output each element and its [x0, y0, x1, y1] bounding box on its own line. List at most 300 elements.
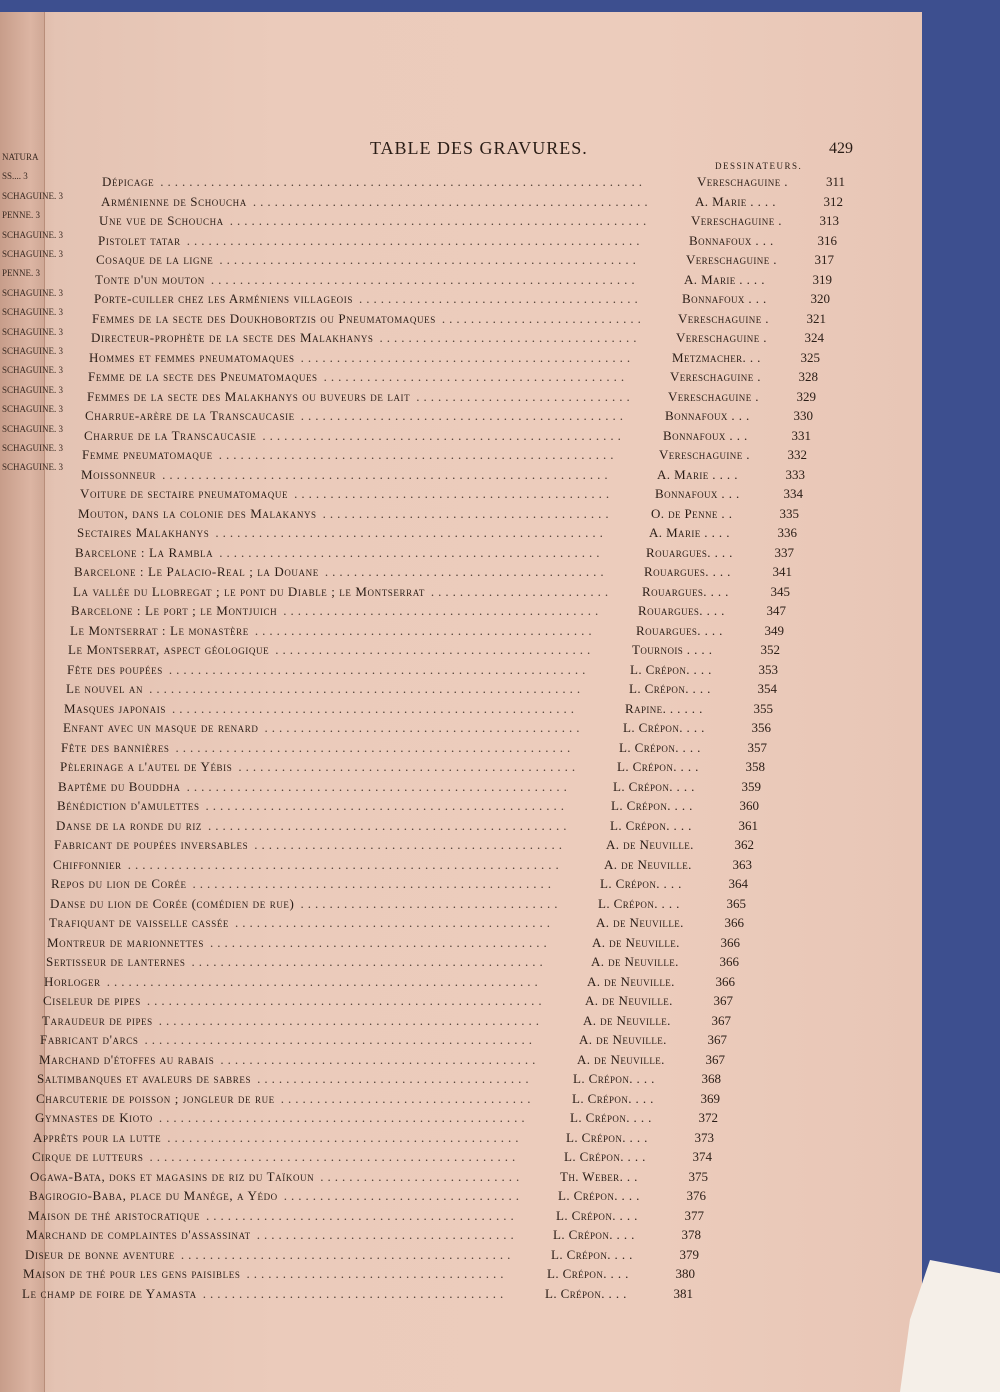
toc-entry: [78, 504, 814, 523]
margin-stub: SCHAGUINE. 3: [2, 384, 64, 395]
dot-leader: ..........................................................: [219, 252, 640, 267]
entry-page: 325: [800, 349, 820, 365]
toc-entry: [37, 1069, 732, 1088]
toc-entry: [77, 523, 812, 542]
margin-stub: PENNE. 3: [2, 268, 40, 279]
entry-page: 381: [673, 1285, 693, 1301]
margin-stub: NATURA: [2, 152, 39, 162]
toc-entry: [50, 894, 758, 913]
margin-stub: SCHAGUINE. 3: [2, 190, 64, 201]
entry-page: 366: [715, 973, 735, 989]
toc-entry: [95, 270, 848, 289]
entry-title: Taraudeur de pipes: [42, 1012, 153, 1028]
entry-page: 330: [793, 408, 813, 423]
margin-stub: SCHAGUINE. 3: [2, 326, 64, 337]
entry-title: Mouton, dans la colonie des Malakanys: [78, 505, 317, 521]
entry-title: Bagirogio-Baba, place du Manége, a Yédo: [29, 1188, 278, 1203]
entry-artist: Vereschaguine .: [686, 252, 777, 267]
toc-entry: [89, 348, 836, 367]
entry-title: Femmes de la secte des Malakhanys ou buveurs de lait: [87, 388, 411, 404]
entry-title: Barcelone : La Rambla: [75, 544, 214, 560]
toc-entry: [82, 445, 822, 464]
dot-leader: ....................................: [379, 330, 641, 345]
entry-artist: Rouargues. . . .: [638, 603, 725, 618]
entry-page: 366: [724, 915, 744, 930]
entry-title: Cirque de lutteurs: [32, 1149, 144, 1164]
entry-page: 349: [764, 622, 784, 638]
entry-page: 372: [698, 1110, 718, 1125]
entry-title: Ciseleur de pipes: [43, 993, 141, 1008]
entry-artist: L. Crépon. . . .: [556, 1207, 638, 1223]
entry-page: 311: [825, 174, 845, 189]
entry-artist: Bonnafoux . . .: [665, 408, 750, 423]
toc-entry: [64, 699, 786, 718]
toc-entry: [102, 172, 862, 191]
entry-title: Danse de la ronde du riz: [56, 817, 203, 833]
entry-page: 316: [817, 232, 837, 248]
dot-leader: ..........................................: [202, 1285, 508, 1301]
dot-leader: .....................................................: [158, 1012, 543, 1028]
margin-stub: SCHAGUINE. 3: [2, 229, 64, 240]
dot-leader: ...................................................: [149, 1149, 520, 1164]
toc-entry: [92, 309, 842, 328]
entry-title: Fabricant d'arcs: [40, 1032, 139, 1047]
entry-artist: O. de Penne . .: [651, 505, 733, 521]
entry-title: Pèlerinage a l'autel de Yébis: [60, 759, 233, 774]
entry-title: Le champ de foire de Yamasta: [22, 1285, 197, 1301]
dot-leader: ...............................................: [238, 759, 580, 774]
entry-artist: A. de Neuville.: [591, 954, 679, 969]
entry-title: Le nouvel an: [66, 681, 144, 696]
toc-entry: [81, 465, 820, 484]
entry-title: Saltimbanques et avaleurs de sabres: [37, 1071, 252, 1086]
entry-title: Marchand de complaintes d'assassinat: [26, 1227, 251, 1242]
dot-leader: ....................................: [256, 1227, 518, 1242]
entry-title: Moissonneur: [81, 466, 157, 482]
entry-page: 347: [766, 603, 786, 618]
entry-artist: L. Crépon. . . .: [572, 1090, 654, 1106]
entry-page: 354: [757, 681, 777, 696]
entry-title: Chiffonnier: [53, 856, 122, 872]
entry-page: 319: [812, 271, 832, 287]
toc-entry: [46, 952, 750, 971]
entry-page: 375: [688, 1168, 708, 1184]
dot-leader: ............................................................: [149, 681, 585, 696]
toc-entry: [39, 1050, 736, 1069]
toc-entry: [32, 1147, 722, 1166]
toc-entry: [33, 1128, 724, 1147]
entry-page: 321: [806, 310, 826, 326]
entry-artist: Bonnafoux . . .: [682, 291, 767, 306]
margin-stub: SCHAGUINE. 3: [2, 462, 64, 473]
dot-leader: ............................................................: [106, 973, 542, 989]
entry-title: Hommes et femmes pneumatomaques: [89, 349, 295, 365]
dot-leader: .......................................................: [175, 739, 575, 755]
dot-leader: ............................................: [235, 915, 555, 930]
toc-entry: [40, 1030, 738, 1049]
margin-stub: SCHAGUINE. 3: [2, 307, 64, 318]
entry-artist: Rouargues. . . .: [646, 544, 733, 560]
dot-leader: ...............................................................: [186, 232, 644, 248]
entry-title: Charrue-arère de la Transcaucasie: [85, 408, 295, 423]
dot-leader: ............................................: [264, 720, 584, 735]
toc-entry: [49, 913, 756, 932]
entry-page: 368: [701, 1071, 721, 1086]
entry-page: 361: [738, 817, 758, 833]
margin-stub: PENNE. 3: [2, 210, 40, 221]
toc-entry: [22, 1284, 702, 1303]
entry-artist: Bonnafoux . . .: [689, 232, 774, 248]
entry-artist: A. de Neuville.: [604, 856, 692, 872]
entry-page: 380: [675, 1266, 695, 1281]
entry-page: 365: [726, 895, 746, 911]
toc-entry: [36, 1089, 730, 1108]
entry-title: Repos du lion de Corée: [51, 876, 187, 891]
entry-artist: L. Crépon. . . .: [545, 1285, 627, 1301]
entry-title: Charrue de la Transcaucasie: [84, 427, 257, 443]
toc-entry: [30, 1167, 718, 1186]
entry-page: 331: [791, 427, 811, 443]
margin-stub: SCHAGUINE. 3: [2, 404, 64, 415]
toc-entry: [75, 543, 808, 562]
dot-leader: ............................: [441, 310, 645, 326]
entry-artist: L. Crépon. . . .: [598, 895, 680, 911]
entry-page: 345: [770, 583, 790, 599]
entry-artist: A. de Neuville.: [577, 1051, 665, 1067]
toc-entry: [73, 582, 804, 601]
entry-title: Le Montserrat : Le monastère: [70, 622, 249, 638]
entry-page: 335: [779, 505, 799, 521]
toc-entry: [96, 250, 850, 269]
entry-artist: Vereschaguine .: [697, 174, 788, 189]
dot-leader: ...................................................................: [160, 174, 646, 189]
entry-title: Barcelone : Le Palacio-Real ; la Douane: [74, 564, 319, 579]
entry-artist: L. Crépon. . . .: [619, 739, 701, 755]
dot-leader: ..........................................: [323, 369, 629, 384]
toc-entry: [66, 679, 790, 698]
entry-artist: Rapine. . . . . .: [625, 700, 703, 716]
entry-artist: L. Crépon. . . .: [630, 661, 712, 677]
toc-entry: [99, 211, 856, 230]
entry-title: Bénédiction d'amulettes: [57, 798, 200, 813]
margin-stub: SCHAGUINE. 3: [2, 346, 64, 356]
entry-title: Cosaque de la ligne: [96, 252, 214, 267]
toc-entry: [51, 874, 760, 893]
entry-page: 360: [739, 798, 759, 813]
dot-leader: .......................................................: [252, 193, 652, 209]
entry-artist: A. de Neuville.: [579, 1032, 667, 1047]
entry-page: 363: [732, 856, 752, 872]
dot-leader: ..................................................: [262, 427, 625, 443]
entry-title: Pistolet tatar: [98, 232, 181, 248]
scan-background: [922, 480, 1000, 1392]
entry-page: 359: [741, 778, 761, 794]
dot-leader: ..................................................: [208, 817, 571, 833]
entry-page: 329: [796, 388, 816, 404]
entry-title: Maison de thé aristocratique: [28, 1207, 200, 1223]
entry-artist: Vereschaguine .: [678, 310, 769, 326]
entry-title: Femmes de la secte des Doukhobortzis ou Pneumatomaques: [92, 310, 436, 326]
entry-title: Arménienne de Schoucha: [101, 193, 247, 209]
entry-page: 313: [819, 213, 839, 228]
toc-entry: [42, 1011, 742, 1030]
entry-artist: Rouargues. . . .: [642, 583, 729, 599]
entry-title: Sertisseur de lanternes: [46, 954, 186, 969]
entry-title: Baptême du Bouddha: [58, 778, 181, 794]
dot-leader: .......................................................: [146, 993, 546, 1008]
entry-title: Dépicage: [102, 174, 155, 189]
dot-leader: .......................................: [358, 291, 642, 306]
entry-page: 367: [705, 1051, 725, 1067]
entry-page: 367: [707, 1032, 727, 1047]
entry-title: Voiture de sectaire pneumatomaque: [80, 486, 289, 501]
dot-leader: ...............................................: [209, 934, 551, 950]
dot-leader: ...........................................: [254, 837, 566, 852]
entry-artist: Bonnafoux . . .: [655, 486, 740, 501]
entry-title: Montreur de marionnettes: [47, 934, 204, 950]
entry-artist: Vereschaguine .: [691, 213, 782, 228]
entry-title: Diseur de bonne aventure: [25, 1246, 175, 1262]
dot-leader: ............................................: [220, 1051, 540, 1067]
entry-title: Trafiquant de vaisselle cassée: [49, 915, 230, 930]
dot-leader: .............................................: [300, 408, 628, 423]
toc-entry: [94, 289, 846, 308]
toc-entry: [57, 796, 772, 815]
entry-artist: Bonnafoux . . .: [663, 427, 748, 443]
entry-artist: Vereschaguine .: [659, 447, 750, 462]
dot-leader: .....................................................: [219, 544, 604, 560]
toc-entry: [87, 387, 832, 406]
dot-leader: ..........................................................: [229, 213, 651, 228]
dot-leader: .................................................: [167, 1129, 523, 1145]
entry-page: 356: [751, 720, 771, 735]
toc-entry: [67, 660, 792, 679]
entry-artist: Vereschaguine .: [676, 330, 767, 345]
dot-leader: ............................: [320, 1168, 524, 1184]
entry-artist: L. Crépon. . . .: [613, 778, 695, 794]
dot-leader: ..............................................................: [162, 466, 612, 482]
toc-entry: [91, 328, 840, 347]
entry-artist: Tournois . . . .: [632, 642, 713, 657]
entry-artist: L. Crépon. . . .: [617, 759, 699, 774]
dot-leader: ............................................: [275, 642, 595, 657]
entry-title: Le Montserrat, aspect géologique: [68, 642, 270, 657]
dot-leader: ...........................................................: [210, 271, 639, 287]
entry-title: Porte-cuiller chez les Arméniens villageois: [94, 291, 353, 306]
toc-entry: [63, 718, 784, 737]
entry-page: 364: [728, 876, 748, 891]
entry-title: Gymnastes de Kioto: [35, 1110, 153, 1125]
entry-page: 366: [720, 934, 740, 950]
dot-leader: ..............................................: [180, 1246, 515, 1262]
entry-page: 374: [692, 1149, 712, 1164]
entry-title: Enfant avec un masque de renard: [63, 720, 259, 735]
entry-artist: A. Marie . . . .: [684, 271, 765, 287]
dot-leader: ..........................................................: [168, 661, 590, 677]
dot-leader: .......................................................: [218, 447, 618, 462]
toc-entry: [84, 426, 826, 445]
entry-artist: L. Crépon. . . .: [558, 1188, 640, 1203]
entry-page: 376: [686, 1188, 706, 1203]
entry-page: 353: [758, 661, 778, 677]
margin-stub: SCHAGUINE. 3: [2, 423, 64, 434]
entry-artist: L. Crépon. . . .: [611, 798, 693, 813]
entry-page: 317: [814, 252, 834, 267]
dot-leader: ....................................: [246, 1266, 508, 1281]
entry-artist: Th. Weber. . .: [560, 1168, 638, 1184]
entry-artist: A. de Neuville.: [592, 934, 680, 950]
toc-entry: [54, 835, 766, 854]
entry-title: Femme pneumatomaque: [82, 447, 213, 462]
entry-artist: L. Crépon. . . .: [553, 1227, 635, 1242]
entry-page: 352: [760, 642, 780, 657]
entry-artist: A. de Neuville.: [585, 993, 673, 1008]
entry-page: 358: [745, 759, 765, 774]
entry-page: 377: [684, 1207, 704, 1223]
toc-entry: [23, 1264, 704, 1283]
entry-artist: L. Crépon. . . .: [547, 1266, 629, 1281]
entry-title: Une vue de Schoucha: [99, 213, 224, 228]
margin-stub: SCHAGUINE. 3: [2, 365, 64, 376]
entry-artist: Rouargues. . . .: [644, 564, 731, 579]
margin-stub: SCHAGUINE. 3: [2, 249, 64, 259]
entry-title: Fabricant de poupées inversables: [54, 837, 249, 852]
dot-leader: ........................................: [322, 505, 613, 521]
dot-leader: ...........................................: [205, 1207, 518, 1223]
dot-leader: ...............................................: [254, 622, 596, 638]
page-number: 429: [829, 140, 853, 157]
toc-entry: [80, 484, 818, 503]
entry-artist: A. Marie . . . .: [657, 466, 738, 482]
entry-artist: A. Marie . . . .: [649, 525, 730, 540]
entry-page: 337: [774, 544, 794, 560]
entry-artist: L. Crépon. . . .: [566, 1129, 648, 1145]
entry-page: 334: [783, 486, 803, 501]
toc-entry: [88, 367, 834, 386]
entry-page: 367: [713, 993, 733, 1008]
entry-artist: L. Crépon. . . .: [629, 681, 711, 696]
dot-leader: ......................................................: [144, 1032, 536, 1047]
entry-artist: Vereschaguine .: [670, 369, 761, 384]
entry-page: 324: [804, 330, 824, 345]
entry-title: Fête des bannières: [61, 739, 170, 755]
toc-entry: [26, 1225, 710, 1244]
toc-entry: [44, 972, 746, 991]
entry-page: 366: [719, 954, 739, 969]
entry-page: 357: [747, 739, 767, 755]
dot-leader: ..............................: [416, 388, 634, 404]
entry-artist: L. Crépon. . . .: [610, 817, 692, 833]
entry-title: Masques japonais: [64, 700, 166, 716]
toc-entry: [35, 1108, 728, 1127]
dot-leader: ..............................................: [300, 349, 635, 365]
page-title: TABLE DES GRAVURES.: [370, 138, 588, 158]
toc-entry: [28, 1206, 714, 1225]
dot-leader: ..................................................: [205, 798, 569, 813]
toc-entry: [58, 777, 774, 796]
entry-page: 379: [679, 1246, 699, 1262]
dot-leader: ............................................: [283, 603, 603, 618]
entry-artist: A. de Neuville.: [587, 973, 675, 989]
dot-leader: .................................................: [191, 954, 547, 969]
column-heading: DESSINATEURS.: [715, 161, 803, 171]
toc-entry: [101, 192, 860, 211]
margin-stub: SS.... 3: [2, 171, 28, 182]
entry-page: 378: [681, 1227, 701, 1242]
dot-leader: ...................................: [280, 1090, 535, 1106]
dot-leader: ......................................................: [215, 525, 607, 540]
entry-title: Barcelone : Le port ; le Montjuich: [71, 603, 278, 618]
entry-page: 320: [810, 291, 830, 306]
toc-entry: [29, 1186, 716, 1205]
toc-entry: [47, 933, 752, 952]
entry-title: Ogawa-Bata, doks et magasins de riz du Taïkoun: [30, 1168, 315, 1184]
entry-artist: L. Crépon. . . .: [570, 1110, 652, 1125]
toc-entry: [56, 816, 770, 835]
entry-artist: L. Crépon. . . .: [551, 1246, 633, 1262]
entry-page: 336: [777, 525, 797, 540]
entry-page: 333: [785, 466, 805, 482]
toc-entry: [43, 991, 744, 1010]
dot-leader: ........................................................: [171, 700, 578, 716]
entry-title: Sectaires Malakhanys: [77, 525, 210, 540]
book-page: [0, 12, 922, 1392]
entry-page: 312: [823, 193, 843, 209]
dot-leader: ....................................: [300, 895, 562, 911]
toc-entry: [53, 855, 764, 874]
entry-title: Apprêts pour la lutte: [33, 1129, 162, 1145]
toc-entry: [85, 406, 828, 425]
entry-page: 341: [772, 564, 792, 579]
toc-entry: [74, 562, 806, 581]
entry-page: 332: [787, 447, 807, 462]
dot-leader: .....................................................: [186, 778, 571, 794]
entry-title: Femme de la secte des Pneumatomaques: [88, 369, 318, 384]
entry-page: 328: [798, 369, 818, 384]
dot-leader: .................................: [283, 1188, 524, 1203]
margin-stub: SCHAGUINE. 3: [2, 443, 64, 453]
dot-leader: ...................................................: [158, 1110, 529, 1125]
toc-entry: [70, 621, 798, 640]
entry-artist: A. de Neuville.: [606, 837, 694, 852]
entry-artist: L. Crépon. . . .: [600, 876, 682, 891]
entry-page: 367: [711, 1012, 731, 1028]
entry-artist: A. Marie . . . .: [695, 193, 776, 209]
entry-page: 369: [700, 1090, 720, 1106]
toc-entry: [61, 738, 780, 757]
entry-artist: L. Crépon. . . .: [623, 720, 705, 735]
entry-page: 373: [694, 1129, 714, 1145]
entry-title: Marchand d'étoffes au rabais: [39, 1051, 215, 1067]
entry-title: Tonte d'un mouton: [95, 271, 205, 287]
toc-entry: [71, 601, 800, 620]
dot-leader: .........................: [430, 583, 613, 599]
entry-artist: Vereschaguine .: [668, 388, 759, 404]
margin-stub: SCHAGUINE. 3: [2, 287, 64, 298]
dot-leader: ..................................................: [192, 876, 556, 891]
entry-artist: Rouargues. . . .: [636, 622, 723, 638]
entry-artist: L. Crépon. . . .: [564, 1149, 646, 1164]
entry-title: Fête des poupées: [67, 661, 163, 677]
toc-entry: [98, 231, 854, 250]
dot-leader: ............................................................: [127, 856, 563, 872]
dot-leader: ......................................: [257, 1071, 533, 1086]
entry-artist: A. de Neuville.: [583, 1012, 671, 1028]
entry-page: 355: [753, 700, 773, 716]
entry-artist: A. de Neuville.: [596, 915, 684, 930]
entry-artist: L. Crépon. . . .: [573, 1071, 655, 1086]
entry-page: 362: [734, 837, 754, 852]
